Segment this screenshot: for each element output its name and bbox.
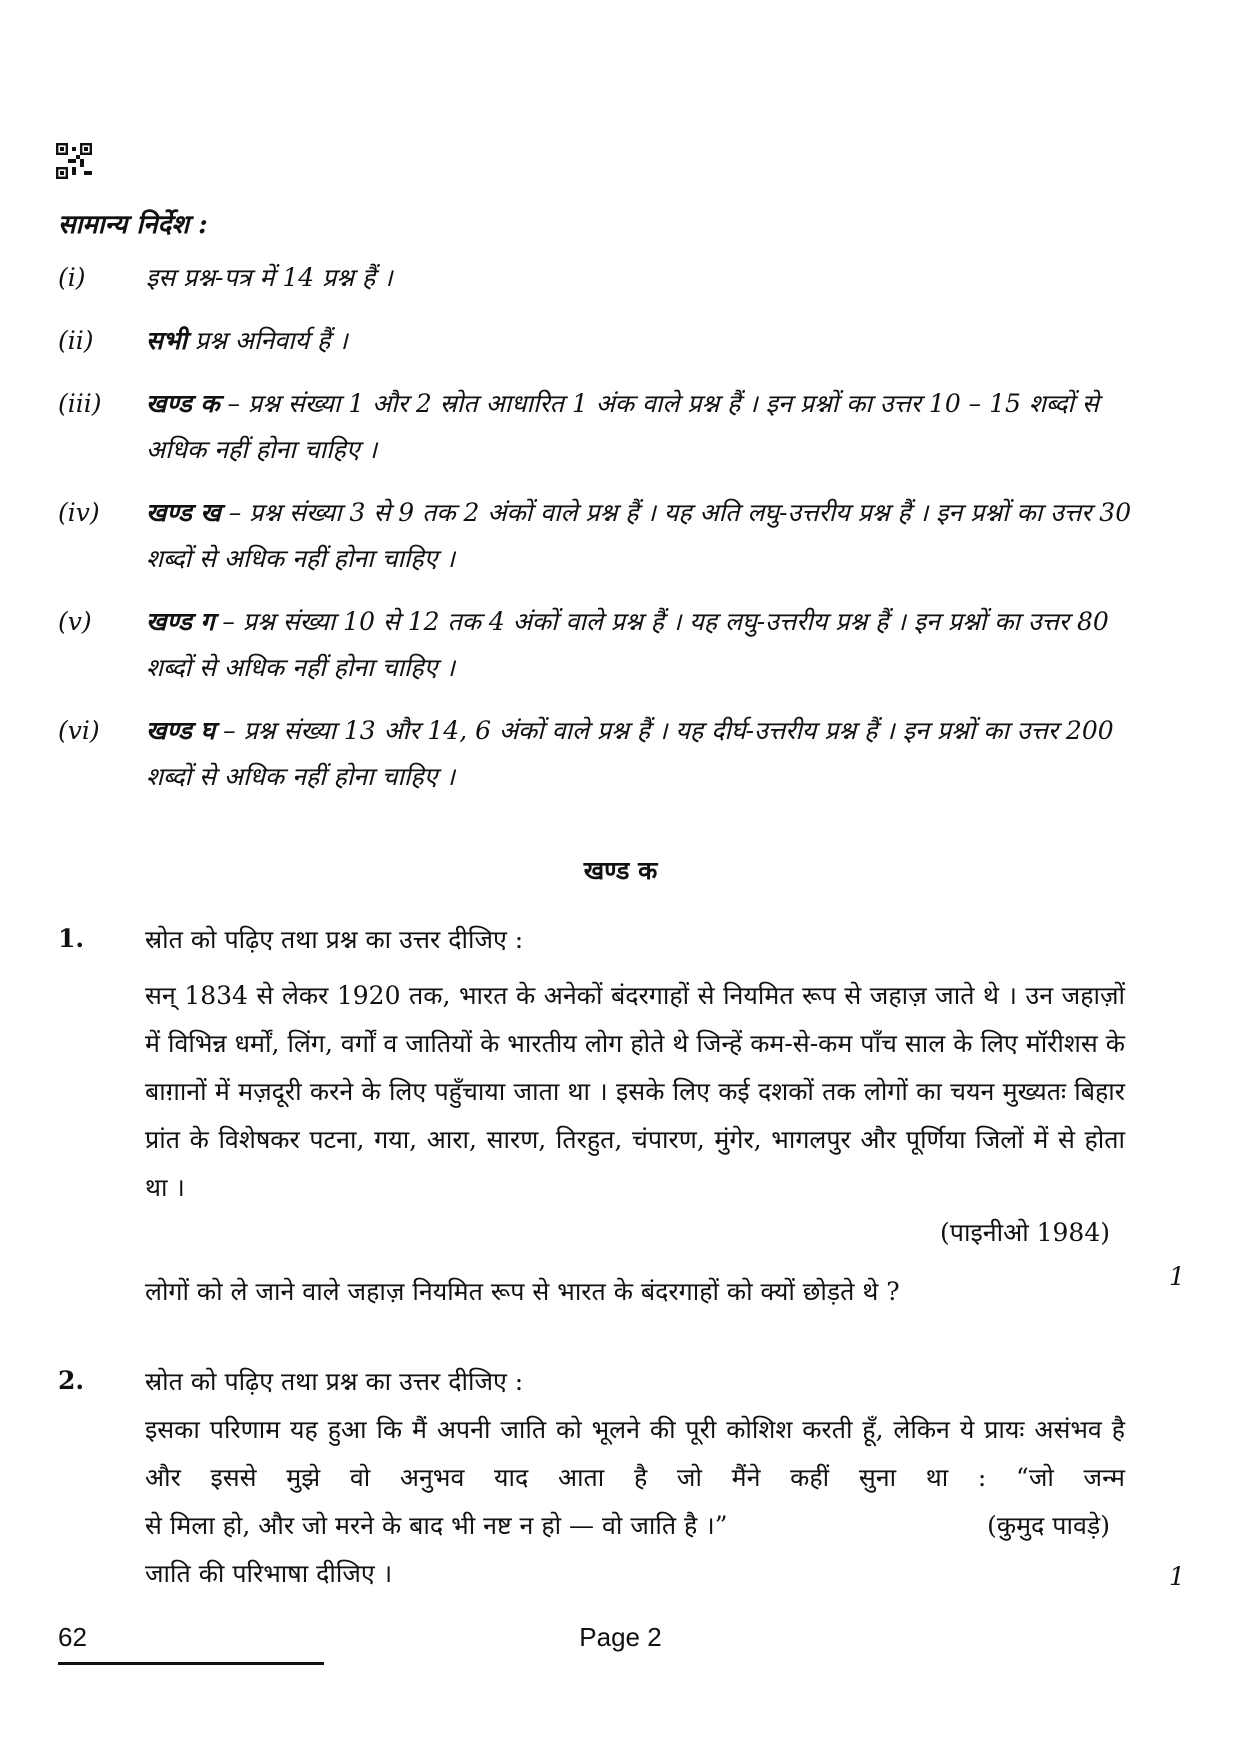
instruction-item (58, 381, 1138, 473)
instructions-list (58, 255, 1138, 817)
page-number: Page 2 (579, 1622, 662, 1652)
question-text: लोगों को ले जाने वाले जहाज़ नियमित रूप से भारत के बंदरगाहों को क्यों छोड़ते थे ? (145, 1277, 900, 1306)
source-passage-end: से मिला हो, और जो मरने के बाद भी नष्ट न हो — वो जाति है ।” (145, 1511, 728, 1540)
source-citation: (पाइनीओ 1984) (940, 1218, 1110, 1247)
question-marks: 1 (1169, 1562, 1185, 1591)
question-number: 2. (58, 1366, 85, 1395)
question-marks: 1 (1169, 1262, 1185, 1291)
source-passage: सन् 1834 से लेकर 1920 तक, भारत के अनेकों बंदरगाहों से नियमित रूप से जहाज़ जाते थे । उन जहाज़ों में विभिन्न धर्मों, लिंग, वर्गों व जातियों के भारतीय लोग होते थे जिन्हें कम-से-कम पाँच साल के लिए मॉरीशस के बाग़ानों में मज़दूरी करने के लिए पहुँचाया जाता था । इसके लिए कई दशकों तक लोगों का चयन मुख्यतः बिहार प्रांत के विशेषकर पटना, गया, आरा, सारण, तिरहुत, चंपारण, मुंगेर, भागलपुर और पूर्णिया जिलों में से होता था । (145, 981, 1125, 1202)
instruction-number: (i) (58, 263, 86, 292)
instruction-text: इस प्रश्न-पत्र में 14 प्रश्न हैं । (146, 263, 393, 292)
instruction-item (58, 318, 1138, 364)
instruction-number: (vi) (58, 716, 100, 745)
question-text: जाति की परिभाषा दीजिए । (145, 1559, 393, 1588)
instruction-item (58, 599, 1138, 691)
section-title: खण्ड क (583, 856, 658, 885)
instruction-item (58, 255, 1138, 301)
instructions-title: सामान्य निर्देश : (58, 210, 208, 240)
question-1 (145, 916, 1125, 1316)
footer-divider (58, 1662, 324, 1665)
instruction-number: (v) (58, 607, 92, 636)
instruction-text: खण्ड ग – प्रश्न संख्या 10 से 12 तक 4 अंकों वाले प्रश्न हैं । यह लघु-उत्तरीय प्रश्न हैं । इन प्रश्नों का उत्तर 80 शब्दों से अधिक नहीं होना चाहिए । (146, 607, 1109, 682)
paper-code: 62 (58, 1622, 87, 1652)
question-prompt: स्रोत को पढ़िए तथा प्रश्न का उत्तर दीजिए : (145, 1367, 524, 1396)
instruction-item (58, 708, 1138, 800)
question-prompt: स्रोत को पढ़िए तथा प्रश्न का उत्तर दीजिए : (145, 925, 524, 954)
instruction-text: सभी प्रश्न अनिवार्य हैं । (146, 326, 348, 355)
source-citation: (कुमुद पावड़े) (987, 1511, 1110, 1540)
instruction-item (58, 490, 1138, 582)
instruction-text: खण्ड क – प्रश्न संख्या 1 और 2 स्रोत आधारित 1 अंक वाले प्रश्न हैं । इन प्रश्नों का उत्तर 10 – 15 शब्दों से अधिक नहीं होना चाहिए । (146, 389, 1099, 464)
instruction-number: (ii) (58, 326, 94, 355)
question-number: 1. (58, 924, 85, 953)
question-2 (145, 1358, 1125, 1598)
instruction-text: खण्ड घ – प्रश्न संख्या 13 और 14, 6 अंकों वाले प्रश्न हैं । यह दीर्घ-उत्तरीय प्रश्न हैं । इन प्रश्नों का उत्तर 200 शब्दों से अधिक नहीं होना चाहिए । (146, 716, 1114, 791)
instruction-number: (iv) (58, 498, 100, 527)
instruction-text: खण्ड ख – प्रश्न संख्या 3 से 9 तक 2 अंकों वाले प्रश्न हैं । यह अति लघु-उत्तरीय प्रश्न हैं । इन प्रश्नों का उत्तर 30 शब्दों से अधिक नहीं होना चाहिए । (146, 498, 1132, 573)
source-last-line (145, 1502, 1125, 1550)
instruction-number: (iii) (58, 389, 102, 418)
qr-code-icon (56, 143, 92, 179)
source-passage: इसका परिणाम यह हुआ कि मैं अपनी जाति को भूलने की पूरी कोशिश करती हूँ, लेकिन ये प्रायः असंभव है और इससे मुझे वो अनुभव याद आता है जो मैंने कहीं सुना था : “जो जन्म (145, 1415, 1125, 1492)
